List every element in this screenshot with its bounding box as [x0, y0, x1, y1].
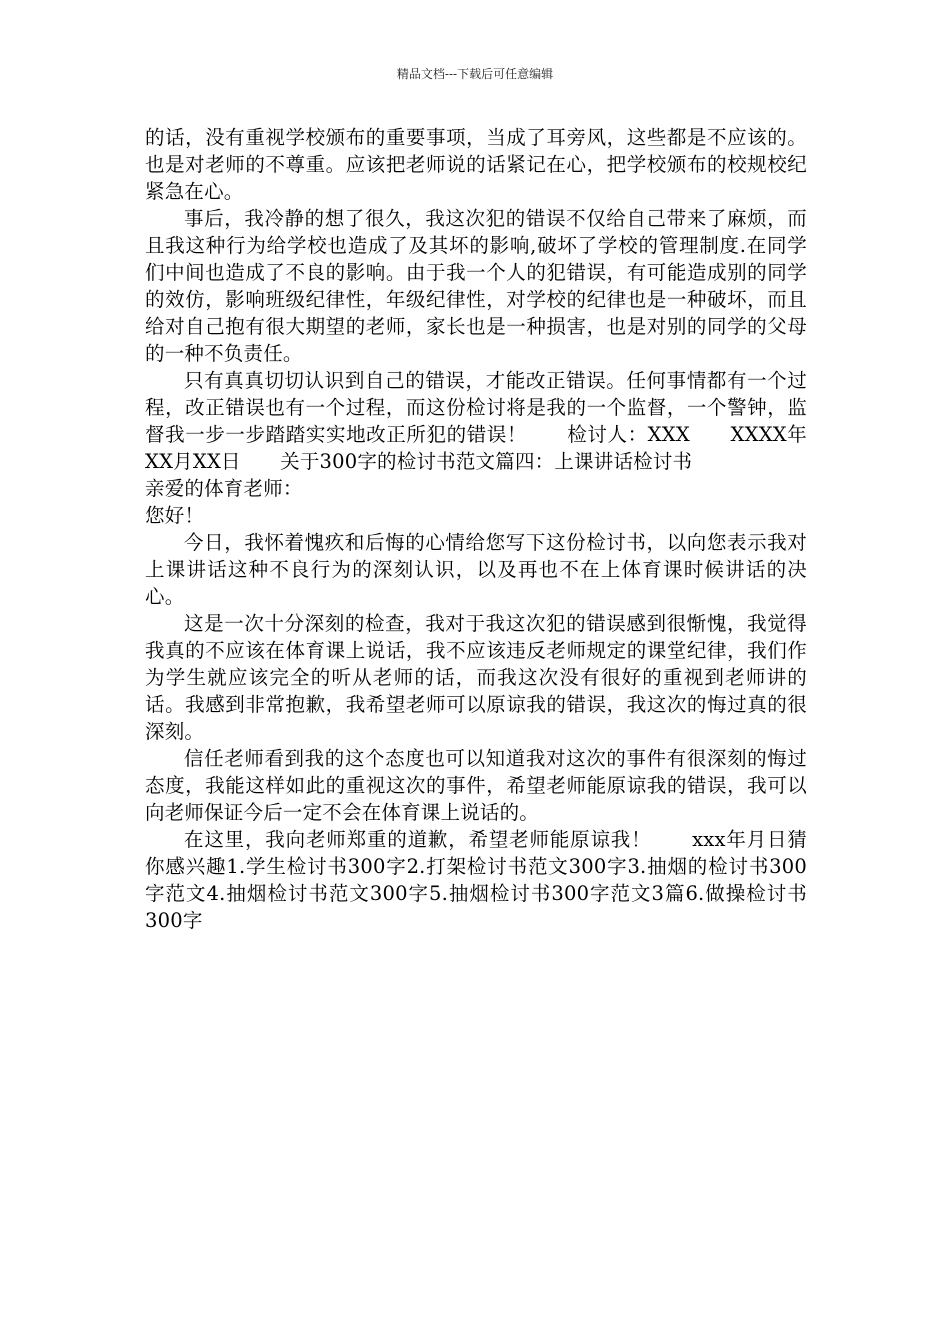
document-body	[145, 124, 807, 934]
salutation: 亲爱的体育老师：	[145, 477, 303, 500]
paragraph: 这是一次十分深刻的检查，我对于我这次犯的错误感到很惭愧，我觉得我真的不应该在体育课上说话，我不应该违反老师规定的课堂纪律，我们作为学生就应该完全的听从老师的话，而我这次没有很好的重视到老师讲的话。我感到非常抱歉，我希望老师可以原谅我的错误，我这次的悔过真的很深刻。	[145, 612, 807, 743]
greeting: 您好！	[145, 504, 205, 527]
paragraph: 的话，没有重视学校颁布的重要事项，当成了耳旁风，这些都是不应该的。也是对老师的不尊重。应该把老师说的话紧记在心，把学校颁布的校规校纪紧急在心。	[145, 126, 807, 203]
paragraph: 在这里，我向老师郑重的道歉，希望老师能原谅我！ xxx年月日猜你感兴趣1.学生检讨书300字2.打架检讨书范文300字3.抽烟的检讨书300字范文4.抽烟检讨书范文300字5.抽烟检讨书300字范文3篇6.做操检讨书300字	[145, 828, 807, 932]
page-header: 精品文档---下载后可任意编辑	[396, 67, 554, 81]
paragraph: 事后，我冷静的想了很久，我这次犯的错误不仅给自己带来了麻烦，而且我这种行为给学校也造成了及其坏的影响,破坏了学校的管理制度.在同学们中间也造成了不良的影响。由于我一个人的犯错误，有可能造成别的同学的效仿，影响班级纪律性，年级纪律性，对学校的纪律也是一种破坏，而且给对自己抱有很大期望的老师，家长也是一种损害，也是对别的同学的父母的一种不负责任。	[145, 207, 807, 365]
paragraph: 今日，我怀着愧疚和后悔的心情给您写下这份检讨书，以向您表示我对上课讲话这种不良行为的深刻认识，以及再也不在上体育课时候讲话的决心。	[145, 531, 807, 608]
paragraph: 只有真真切切认识到自己的错误，才能改正错误。任何事情都有一个过程，改正错误也有一个过程，而这份检讨将是我的一个监督，一个警钟，监督我一步一步踏踏实实地改正所犯的错误！ 检讨人：XXX XXXX年XX月XX日 关于300字的检讨书范文篇四：上课讲话检讨书	[145, 369, 807, 473]
paragraph: 信任老师看到我的这个态度也可以知道我对这次的事件有很深刻的悔过态度，我能这样如此的重视这次的事件，希望老师能原谅我的错误，我可以向老师保证今后一定不会在体育课上说话的。	[145, 747, 807, 824]
